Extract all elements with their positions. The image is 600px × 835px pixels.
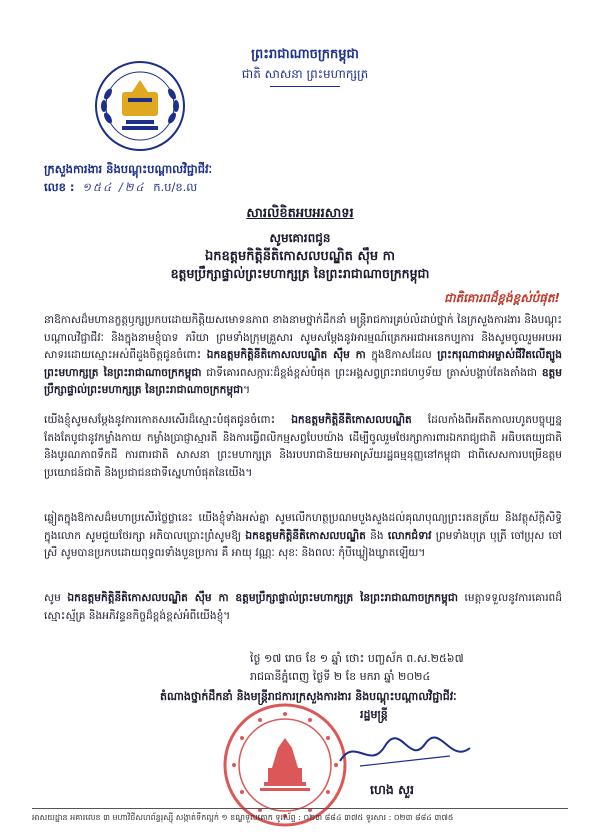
p1-king: ព្រះករុណាជាអម្ចាស់ជីវិតលើត្បូង ព្រះមហាក្សត្រ នៃព្រះរាជាណាចក្រកម្ពុជា bbox=[44, 349, 562, 379]
p2-end: ដែលកាំងពីអតីតកាលរហូតបច្ចុប្បន្ន តែងតែបូជានូវកម្លាំងកាយ កម្លាំងប្រាជ្ញាស្មារតី និងការធ្វើពលិកម្មសព្វបែបយ៉ាង ដើម្បីចូលរួមថែរក្សាការពារឯករាជ្យជាតិ អធិបតេយ្យជាតិ និងបូរណភាពទឹកដី ការពារជាតិ សាសនា ព្រះមហាក្សត្រ និងរបបរាជានិយមអាស្រ័យរដ្ឋធម្មនុញ្ញនៅកម្ពុជា ជាពិសេសការបម្រើឧត្តមប្រយោជន៍ជាតិ និងប្រជាជនជាទីស្នេហាបំផុតនៃយើង។ bbox=[44, 414, 562, 479]
body-paragraph-2 bbox=[44, 412, 562, 482]
reference-suffix: ក.ប/ខ.ល bbox=[153, 180, 198, 194]
p3-text: ឆ្លៀតក្នុងឱកាសដ៏មហាប្រសើរថ្លៃថ្លានេះ យើងខ្ញុំទាំងអស់គ្នា សូមលើកហត្ថប្រណមបួងសួងដល់គុណបុណ្យព្រះរតនត្រ័យ និងវត្ថុស័ក្តិសិទ្ធិក្នុងលោក សូមជួយថែរក្សា អភិបាលប្រោះព្រំសូមឱ្យ bbox=[44, 512, 562, 542]
motto-divider bbox=[270, 86, 340, 87]
lunar-date: ថ្ងៃ ១៧ រោច ខែ ១ ឆ្នាំ ថោះ បញ្ចស័ក ព.ស.២៥៦៧ bbox=[250, 652, 464, 665]
addressee-intro: សូមគោរពជូន bbox=[269, 231, 331, 245]
addressee-title: ឧត្តមប្រឹក្សាផ្ទាល់ព្រះមហាក្សត្រ នៃព្រះរាជាណាចក្រកម្ពុជា bbox=[170, 266, 430, 281]
footer-address: អាសយដ្ឋាន អគារលេខ ៣ មហាវិថីសហព័ន្ធរុស្ស៊ី សង្កាត់ទឹកល្អក់ ១ ខណ្ឌទួលគោក ទូរស័ព្ទ : ០២៣ ៨៨៤ ៣៧៥ ទូរសារ : ០២៣ ៨៨៤ ៣៧៥ bbox=[32, 813, 454, 822]
p3-spouse: លោកជំទាវ bbox=[387, 529, 432, 542]
p1-name: ឯកឧត្តមកិត្តិនីតិកោសលបណ្ឌិត ស៊ឹម កា bbox=[206, 349, 366, 361]
signatory-role: រដ្ឋមន្ត្រី bbox=[360, 708, 388, 721]
body-paragraph-1 bbox=[44, 312, 562, 400]
p2-name: ឯកឧត្តមកិត្តិនីតិកោសលបណ្ឌិត bbox=[291, 414, 412, 426]
signatory-title: តំណាងថ្នាក់ដឹកនាំ និងមន្ត្រីរាជការក្រសួងការងារ និងបណ្តុះបណ្តាលវិជ្ជាជីវៈ bbox=[160, 690, 457, 703]
body-paragraph-4 bbox=[44, 590, 562, 625]
handwritten-signature bbox=[330, 726, 480, 776]
salutation: ជាតិគោរពដ៏ខ្ពង់ខ្ពស់បំផុត! bbox=[444, 291, 560, 305]
p4-end: មេត្តាទទួលនូវការគោរពដ៏ស្មោះស្ម័គ្រ និងអភិវន្ទនកិច្ចដ៏ខ្ពង់ខ្ពស់អំពីយើងខ្ញុំ។ bbox=[44, 592, 563, 622]
p3-name: ឯកឧត្តមកិត្តិនីតិកោសលបណ្ឌិត bbox=[245, 529, 366, 542]
body-paragraph-3 bbox=[44, 510, 562, 563]
ministry-name: ក្រសួងការងារ និងបណ្តុះបណ្តាលវិជ្ជាជីវៈ bbox=[44, 162, 213, 176]
footer-divider bbox=[32, 808, 568, 809]
signatory-name: ហេង សួរ bbox=[370, 782, 415, 797]
signature-icon bbox=[330, 726, 480, 776]
reference-prefix: លេខ : bbox=[44, 180, 75, 194]
ministry-emblem-icon bbox=[92, 58, 188, 154]
p1-end: ជាទីគោរពសក្ការៈដ៏ខ្ពង់ខ្ពស់បំផុត ព្រះអង្គសព្វព្រះរាជហឫទ័យ ត្រាស់បង្គាប់តែងតាំងជា bbox=[206, 366, 538, 379]
solar-date: រាជធានីភ្នំពេញ ថ្ងៃទី ២ ខែ មករា ឆ្នាំ ២០២៤ bbox=[250, 670, 431, 683]
ministry-logo bbox=[92, 58, 188, 154]
p4-text: សូម bbox=[44, 592, 61, 604]
addressee-name: ឯកឧត្តមកិត្តិនីតិកោសលបណ្ឌិត ស៊ឹម កា bbox=[205, 249, 395, 264]
p1-close: ។ bbox=[243, 384, 251, 396]
reference-number: ១៥៤ /២៤ bbox=[82, 180, 146, 194]
reference-line bbox=[44, 180, 344, 197]
kingdom-title: ព្រះរាជាណាចក្រកម្ពុជា bbox=[251, 47, 359, 62]
p3-and: និង bbox=[370, 529, 384, 542]
p4-name: ឯកឧត្តមកិត្តិនីតិកោសលបណ្ឌិត ស៊ឹម កា ឧត្តមប្រឹក្សាផ្ទាល់ព្រះមហាក្សត្រ នៃព្រះរាជាណាចក្រកម្ពុជា bbox=[67, 592, 458, 604]
document-type: សារលិខិតអបអរសាទរ bbox=[246, 206, 354, 221]
p1-position: ឧត្តមប្រឹក្សាផ្ទាល់ព្រះមហាក្សត្រ នៃព្រះរាជាណាចក្រកម្ពុជា bbox=[44, 366, 562, 396]
national-motto: ជាតិ សាសនា ព្រះមហាក្សត្រ bbox=[241, 67, 369, 81]
p1-text: នាឱកាសដ៏មហានក្ខត្តឫក្សប្រកបដោយកិត្តិយសមោទនភាព ខាងនាមថ្នាក់ដឹកនាំ មន្ត្រីរាជការគ្រប់លំដាប់ថ្នាក់ នៃក្រសួងការងារ និងបណ្តុះបណ្តាលវិជ្ជាជីវៈ និងក្នុងនាមខ្ញុំបាទ ភរិយា ព្រមទាំងក្រុមគ្រួសារ សូមសម្តែងនូវអារម្មណ៍ត្រេកអរជាអនេកប្បការ និងសូមចូលរួមអបអរសាទរដោយស្មោះអស់ពីដួងចិត្តជូនចំពោះ bbox=[44, 314, 562, 361]
p1-mid: ក្នុងឱកាសដែល bbox=[371, 349, 432, 361]
p2-text: យើងខ្ញុំសូមសម្តែងនូវការកោតសរសើរដ៏ស្មោះបំផុតជូនចំពោះ bbox=[44, 414, 276, 426]
p3-end: ព្រមទាំងបុត្រ បុត្រី ចៅប្រុស ចៅស្រី សូមបានប្រកបដោយពុទ្ធពរទាំងបួនប្រការ គឺ អាយុ វណ្ណៈ សុខៈ និងពលៈ កុំបីឃ្លៀងឃ្លាតឡើយ។ bbox=[44, 529, 563, 559]
